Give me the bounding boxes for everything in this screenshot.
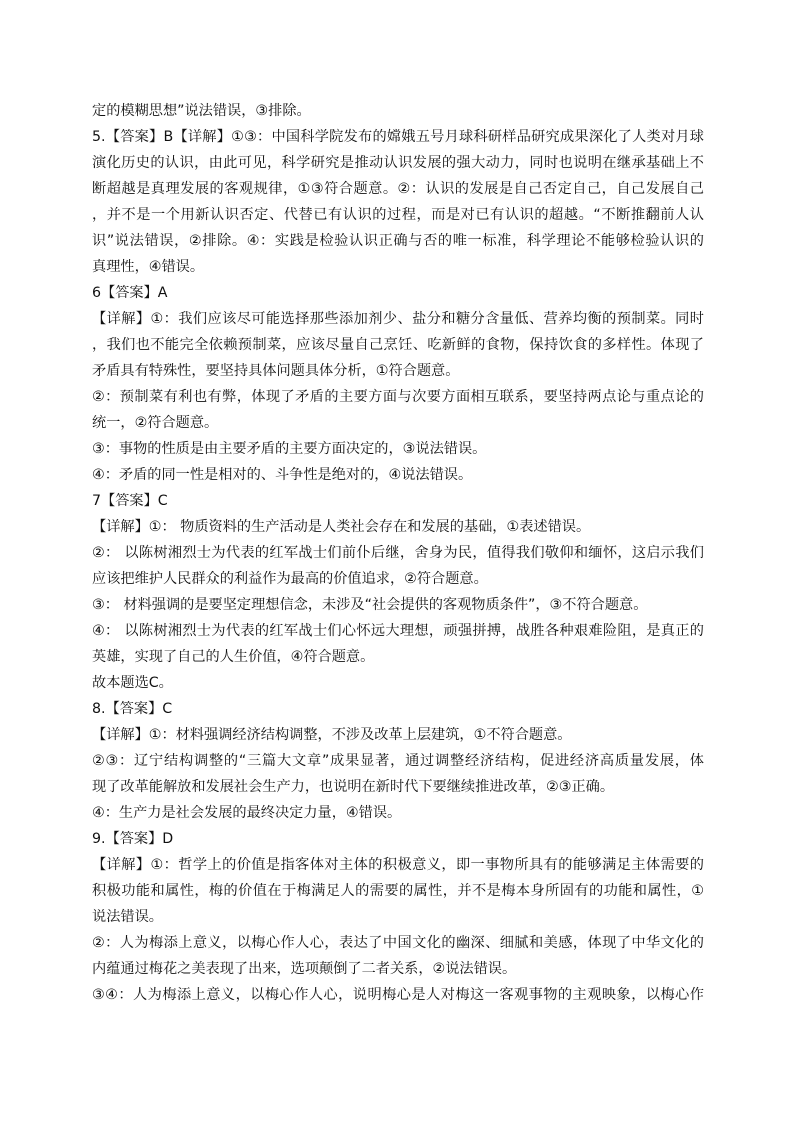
text-line: ④：矛盾的同一性是相对的、斗争性是绝对的，④说法错误。 <box>92 467 473 483</box>
text-line: 6【答案】A <box>92 285 168 301</box>
text-line: 【详解】①：我们应该尽可能选择那些添加剂少、盐分和糖分含量低、营养均衡的预制菜。同时 <box>92 311 704 327</box>
text-line: ，我们也不能完全依赖预制菜，应该尽量自己烹饪、吃新鲜的食物，保持饮食的多样性。体现了 <box>92 337 704 353</box>
text-line: ②③：辽宁结构调整的“三篇大文章”成果显著，通过调整经济结构，促进经济高质量发展，体 <box>92 753 704 769</box>
text-line: ③④：人为梅添上意义，以梅心作人心，说明梅心是人对梅这一客观事物的主观映象，以梅心作 <box>92 987 704 1003</box>
text-line: 真理性，④错误。 <box>92 259 205 275</box>
text-line: 【详解】①：材料强调经济结构调整，不涉及改革上层建筑，①不符合题意。 <box>92 727 572 743</box>
text-line: 5.【答案】B【详解】①③：中国科学院发布的嫦娥五号月球科研样品研究成果深化了人类对月球 <box>92 129 704 145</box>
text-line: 识”说法错误，②排除。④：实践是检验认识正确与否的唯一标准，科学理论不能够检验认识的 <box>92 233 704 249</box>
text-line: ③：事物的性质是由主要矛盾的主要方面决定的，③说法错误。 <box>92 441 487 457</box>
text-line: 9.【答案】D <box>92 831 174 847</box>
text-line: 演化历史的认识，由此可见，科学研究是推动认识发展的强大动力，同时也说明在继承基础上不 <box>92 155 704 171</box>
document-body <box>92 98 704 1008</box>
text-line: 故本题选C。 <box>92 675 173 691</box>
text-line: 现了改革能解放和发展社会生产力，也说明在新时代下要继续推进改革，②③正确。 <box>92 779 615 795</box>
text-line: ④：生产力是社会发展的最终决定力量，④错误。 <box>92 805 402 821</box>
text-line: 积极功能和属性，梅的价值在于梅满足人的需要的属性，并不是梅本身所固有的功能和属性，① <box>92 883 704 899</box>
text-line: 统一，②符合题意。 <box>92 415 219 431</box>
text-line: ④： 以陈树湘烈士为代表的红军战士们心怀远大理想，顽强拼搏，战胜各种艰难险阻，是真正的 <box>92 623 704 639</box>
text-line: 定的模糊思想”说法错误，③排除。 <box>92 103 311 119</box>
text-line: ②： 以陈树湘烈士为代表的红军战士们前仆后继，舍身为民，值得我们敬仰和缅怀，这启示我们 <box>92 545 704 561</box>
text-line: 【详解】①： 物质资料的生产活动是人类社会存在和发展的基础，①表述错误。 <box>92 519 591 535</box>
text-line: 断超越是真理发展的客观规律，①③符合题意。②：认识的发展是自己否定自己，自己发展自己 <box>92 181 704 197</box>
text-line: 应该把维护人民群众的利益作为最高的价值追求，②符合题意。 <box>92 571 488 587</box>
text-line: 英雄，实现了自己的人生价值，④符合题意。 <box>92 649 375 665</box>
text-line: ，并不是一个用新认识否定、代替已有认识的过程，而是对已有认识的超越。“不断推翻前人认 <box>92 207 704 223</box>
text-line: 矛盾具有特殊性，要坚持具体问题具体分析，①符合题意。 <box>92 363 460 379</box>
text-line: 7【答案】C <box>92 493 168 509</box>
text-line: 内蕴通过梅花之美表现了出来，选项颠倒了二者关系，②说法错误。 <box>92 961 517 977</box>
text-line: ②：人为梅添上意义，以梅心作人心，表达了中国文化的幽深、细腻和美感，体现了中华文化的 <box>92 935 704 951</box>
text-line: ②：预制菜有利也有弊，体现了矛盾的主要方面与次要方面相互联系，要坚持两点论与重点论的 <box>92 389 704 405</box>
text-line: ③： 材料强调的是要坚定理想信念，未涉及“社会提供的客观物质条件”，③不符合题意。 <box>92 597 648 613</box>
text-line: 8.【答案】C <box>92 701 173 717</box>
text-line: 【详解】①：哲学上的价值是指客体对主体的积极意义，即一事物所具有的能够满足主体需要的 <box>92 857 704 873</box>
text-line: 说法错误。 <box>92 909 163 925</box>
